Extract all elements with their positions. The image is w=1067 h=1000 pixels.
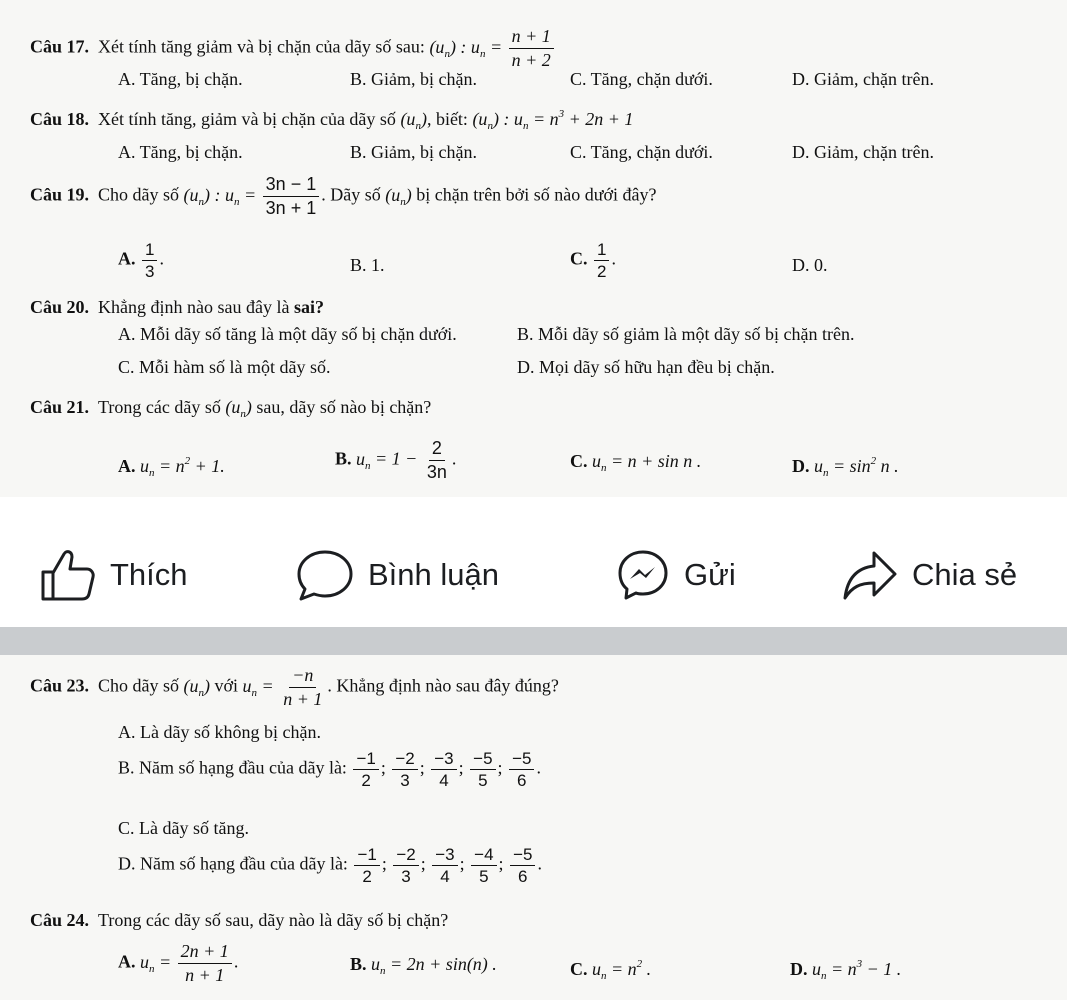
- q20-option-b[interactable]: B. Mỗi dãy số giảm là một dãy số bị chặn trên.: [517, 324, 855, 344]
- q20-option-d[interactable]: D. Mọi dãy số hữu hạn đều bị chặn.: [517, 357, 775, 377]
- q19-option-b[interactable]: B. 1.: [350, 255, 385, 275]
- q18-option-c[interactable]: C. Tăng, chặn dưới.: [570, 142, 713, 162]
- like-button[interactable]: Thích: [40, 548, 188, 602]
- question-19: Câu 19. Cho dãy số $(u_n)$ : $u_n$ = $\frac{3n - 1}{3n + 1}$ . Dãy số $(u_n)$ bị chặn trên bởi số nào dưới đây?: [30, 174, 657, 218]
- question-18: Câu 18. Xét tính tăng, giảm và bị chặn của dãy số $(u_n)$, biết: $(u_n)$ : $u_n = n^3 + 2n + 1$: [30, 108, 634, 132]
- worksheet-top: [0, 0, 1067, 497]
- q24-option-c[interactable]: C. $u_n = n^2$ .: [570, 958, 652, 982]
- q17-option-d[interactable]: D. Giảm, chặn trên.: [792, 69, 934, 89]
- share-arrow-icon: [842, 548, 898, 602]
- q20-option-a[interactable]: A. Mỗi dãy số tăng là một dãy số bị chặn dưới.: [118, 324, 457, 344]
- q17-option-a[interactable]: A. Tăng, bị chặn.: [118, 69, 243, 89]
- question-21: Câu 21. Trong các dãy số $(u_n)$ sau, dãy số nào bị chặn?: [30, 397, 432, 420]
- q23-option-b[interactable]: B. Năm số hạng đầu của dãy là: $\frac{-1}{2}$ ; $\frac{-2}{3}$ ; $\frac{-3}{4}$ ; $\frac{-5}{5}$ ; $\frac{-5}{6}$ .: [118, 749, 541, 790]
- q23-option-a[interactable]: A. Là dãy số không bị chặn.: [118, 722, 321, 742]
- q21-option-c[interactable]: C. $u_n = n + \sin n$ .: [570, 451, 702, 474]
- speech-bubble-icon: [296, 548, 354, 602]
- q23-option-c[interactable]: C. Là dãy số tăng.: [118, 818, 249, 838]
- question-20: Câu 20. Khẳng định nào sau đây là sai?: [30, 297, 324, 317]
- thumbs-up-icon: [40, 548, 96, 602]
- fraction: $\frac{n + 1}{n + 2}$: [509, 26, 554, 71]
- comment-button[interactable]: Bình luận: [296, 548, 499, 602]
- q19-option-a[interactable]: A. $\frac{1}{3}$ .: [118, 240, 164, 281]
- question-24: Câu 24. Trong các dãy số sau, dãy nào là dãy số bị chặn?: [30, 910, 449, 930]
- q18-option-b[interactable]: B. Giảm, bị chặn.: [350, 142, 477, 162]
- messenger-icon: [616, 548, 670, 602]
- q18-option-a[interactable]: A. Tăng, bị chặn.: [118, 142, 243, 162]
- q23-option-d[interactable]: D. Năm số hạng đầu của dãy là: $\frac{-1}{2}$ ; $\frac{-2}{3}$ ; $\frac{-3}{4}$ ; $\frac{-4}{5}$ ; $\frac{-5}{6}$ .: [118, 845, 542, 886]
- q24-option-d[interactable]: D. $u_n = n^3 - 1$ .: [790, 958, 902, 982]
- q18-option-d[interactable]: D. Giảm, chặn trên.: [792, 142, 934, 162]
- q24-option-a[interactable]: A. $u_n$ = $\frac{2n + 1}{n + 1}$ .: [118, 941, 239, 985]
- q20-option-c[interactable]: C. Mỗi hàm số là một dãy số.: [118, 357, 331, 377]
- q21-option-a[interactable]: A. $u_n = n^2 + 1$.: [118, 455, 225, 479]
- q17-option-b[interactable]: B. Giảm, bị chặn.: [350, 69, 477, 89]
- q19-option-d[interactable]: D. 0.: [792, 255, 828, 275]
- q21-option-d[interactable]: D. $u_n = \sin^2 n$ .: [792, 455, 899, 479]
- question-23: Câu 23. Cho dãy số $(u_n)$ với $u_n$ = $\frac{-n}{n + 1}$ . Khẳng định nào sau đây đúng?: [30, 665, 559, 709]
- fraction: $\frac{3n - 1}{3n + 1}$: [263, 174, 320, 219]
- question-17: Câu 17. Xét tính tăng giảm và bị chặn của dãy số sau: $(u_n)$ : $u_n$ = $\frac{n + 1}{n + 2}$: [30, 26, 556, 71]
- q21-option-b[interactable]: B. $u_n = 1$ − $\frac{2}{3n}$ .: [335, 438, 457, 482]
- share-button[interactable]: Chia sẻ: [842, 548, 1017, 602]
- send-button[interactable]: Gửi: [616, 548, 736, 602]
- q19-option-c[interactable]: C. $\frac{1}{2}$ .: [570, 240, 616, 281]
- q24-option-b[interactable]: B. $u_n = 2n + \sin(n)$ .: [350, 954, 497, 977]
- worksheet-bottom: [0, 655, 1067, 1000]
- post-divider: [0, 627, 1067, 655]
- q17-option-c[interactable]: C. Tăng, chặn dưới.: [570, 69, 713, 89]
